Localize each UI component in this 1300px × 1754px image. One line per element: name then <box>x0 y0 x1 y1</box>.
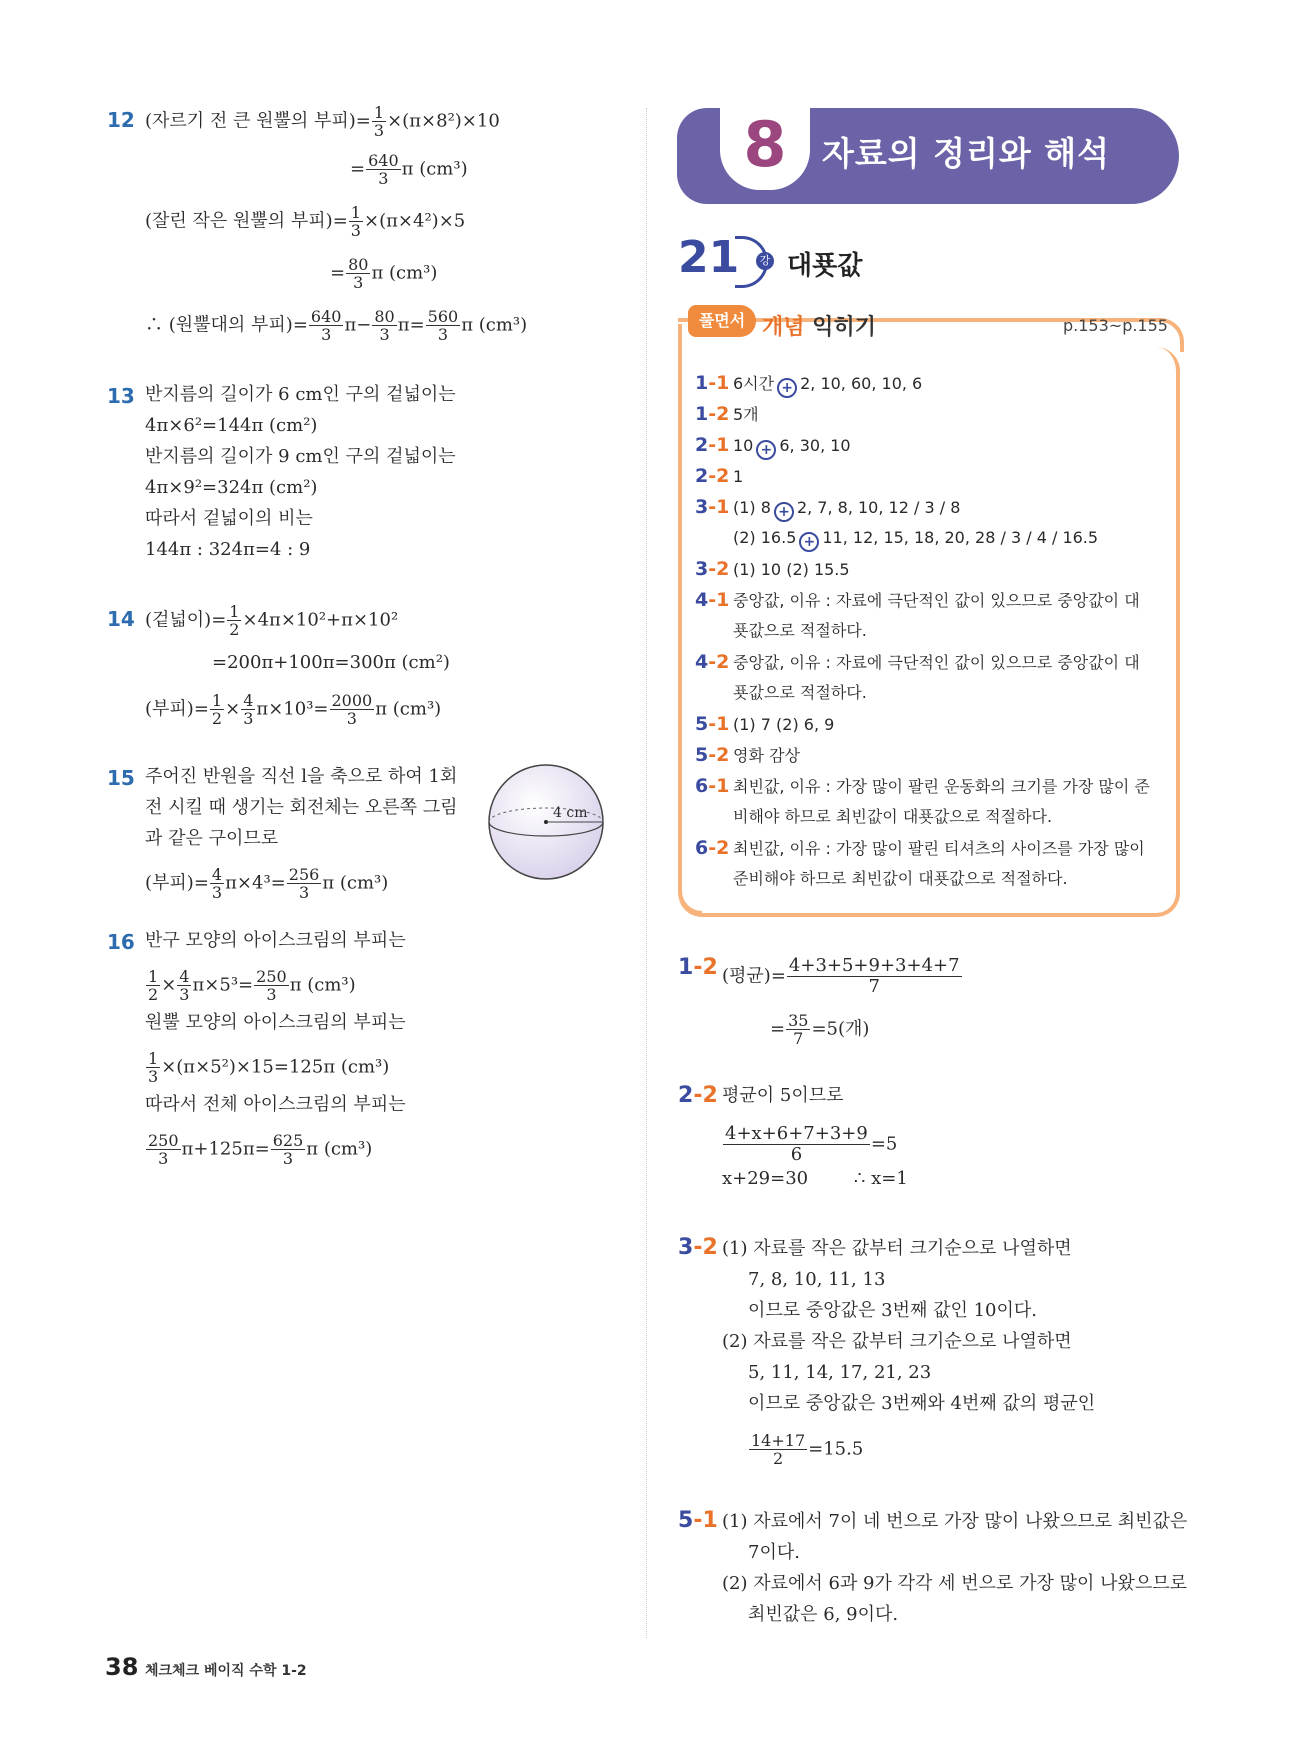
section-title: 개념 익히기 <box>762 315 876 340</box>
solution-line: (겉넓이)= $\frac{1}{2}$ ×4π×10²+π×10² <box>145 602 399 639</box>
solution-line: (1) 자료에서 7이 네 번으로 가장 많이 나왔으므로 최빈값은 <box>722 1511 1188 1532</box>
section-tag: 풀면서 <box>688 305 756 337</box>
solution-line: 평균이 5이므로 <box>722 1085 844 1106</box>
answer-text: 최빈값, 이유 : 가장 많이 팔린 티셔츠의 사이즈를 가장 많이 <box>733 839 1145 858</box>
plus-icon: + <box>799 532 819 552</box>
solution-line: (잘린 작은 원뿔의 부피)= $\frac{1}{3}$ ×(π×4²)×5 <box>145 203 466 240</box>
solution-line: ∴ (원뿔대의 부피)= $\frac{640}{3}$ π− $\frac{80}{3}$ π= $\frac{560}{3}$ π (cm³) <box>145 307 528 344</box>
answer-hint: 2, 10, 60, 10, 6 <box>800 374 923 393</box>
answer-row: 3-2 (1) 10 (2) 15.5 <box>695 558 850 580</box>
answer-text: 푯값으로 적절하다. <box>733 683 867 702</box>
book-title: 체크체크 베이직 수학 1-2 <box>145 1663 307 1679</box>
answer-text: 준비해야 하므로 최빈값이 대푯값으로 적절하다. <box>733 869 1068 888</box>
sphere-radius-label: 4 cm <box>553 805 588 821</box>
solution-line: 7, 8, 10, 11, 13 <box>748 1269 886 1290</box>
answer-row: 2-2 1 <box>695 465 744 487</box>
solution-line: 이므로 중앙값은 3번째와 4번째 값의 평균인 <box>748 1393 1096 1414</box>
solution-line: 원뿔 모양의 아이스크림의 부피는 <box>145 1012 406 1033</box>
answer-row <box>695 864 1068 894</box>
solution-line: (부피)= $\frac{1}{2}$ × $\frac{4}{3}$ π×10³= $\frac{2000}{3}$ π (cm³) <box>145 691 442 728</box>
solution-line: 4π×9²=324π (cm²) <box>145 477 318 498</box>
solution-key: 2-2 <box>678 1083 718 1108</box>
answer-row <box>695 678 867 708</box>
solution-line: $\frac{14+17}{2}$ =15.5 <box>751 1431 864 1468</box>
solution-line: = $\frac{640}{3}$ π (cm³) <box>350 151 468 188</box>
answer-key: 4 <box>695 589 709 611</box>
answer-key: 6 <box>695 837 709 859</box>
answer-text: (1) 7 (2) 6, 9 <box>733 715 835 734</box>
page-number: 38 <box>105 1653 139 1681</box>
solution-line: =200π+100π=300π (cm²) <box>212 652 450 673</box>
problem-number: 14 <box>107 607 135 631</box>
plus-icon: + <box>777 378 797 398</box>
lesson-number: 21 <box>678 232 740 283</box>
lesson-badge: 강 <box>756 252 774 270</box>
solution-line: (부피)= $\frac{4}{3}$ π×4³= $\frac{256}{3}$ π (cm³) <box>145 865 389 902</box>
solution-line: 5, 11, 14, 17, 21, 23 <box>748 1362 932 1383</box>
solution-line: = $\frac{35}{7}$ =5(개) <box>770 1011 870 1048</box>
solution-line: = $\frac{80}{3}$ π (cm³) <box>330 255 438 292</box>
solution-line: 주어진 반원을 직선 l을 축으로 하여 1회 <box>145 766 458 787</box>
solution-line: 최빈값은 6, 9이다. <box>748 1604 899 1625</box>
solution-line: $\frac{4+x+6+7+3+9}{6}$ =5 <box>725 1123 898 1165</box>
solution-line: (평균)= $\frac{4+3+5+9+3+4+7}{7}$ <box>722 955 960 997</box>
answer-key: 6 <box>695 775 709 797</box>
answer-key: 5 <box>695 713 709 735</box>
solution-key: 1-2 <box>678 955 718 980</box>
answer-text: 5개 <box>733 405 759 424</box>
solution-line: 이므로 중앙값은 3번째 값인 10이다. <box>748 1300 1038 1321</box>
solution-line: 144π : 324π=4 : 9 <box>145 539 311 560</box>
solution-line: x+29=30 ∴ x=1 <box>722 1168 908 1189</box>
lesson-title: 대푯값 <box>787 251 863 281</box>
answer-text: 중앙값, 이유 : 자료에 극단적인 값이 있으므로 중앙값이 대 <box>733 591 1140 610</box>
answer-row: 6-1 최빈값, 이유 : 가장 많이 팔린 운동화의 크기를 가장 많이 준 <box>695 775 1150 797</box>
plus-icon: + <box>774 502 794 522</box>
solution-line: 전 시킬 때 생기는 회전체는 오른쪽 그림 <box>145 797 458 818</box>
solution-line: (2) 자료에서 6과 9가 각각 세 번으로 가장 많이 나왔으므로 <box>722 1573 1188 1594</box>
answer-row: 1-1 6시간 + 2, 10, 60, 10, 6 <box>695 372 923 396</box>
answer-key: 4 <box>695 651 709 673</box>
answer-row: 5-2 영화 감상 <box>695 744 800 766</box>
solution-line: (2) 자료를 작은 값부터 크기순으로 나열하면 <box>722 1331 1072 1352</box>
solution-line: 4π×6²=144π (cm²) <box>145 415 318 436</box>
answer-text: (1) 8 <box>733 498 771 517</box>
answer-text: 비해야 하므로 최빈값이 대푯값으로 적절하다. <box>733 807 1053 826</box>
solution-line: 반지름의 길이가 9 cm인 구의 겉넓이는 <box>145 446 456 467</box>
answer-text: 푯값으로 적절하다. <box>733 621 867 640</box>
answer-key: 1 <box>695 372 709 394</box>
plus-icon: + <box>756 440 776 460</box>
solution-line: 반지름의 길이가 6 cm인 구의 겉넓이는 <box>145 384 456 405</box>
answer-row: 3-1 (1) 8 + 2, 7, 8, 10, 12 / 3 / 8 <box>695 496 961 520</box>
answer-row: 2-1 10 + 6, 30, 10 <box>695 434 851 458</box>
answer-text: 중앙값, 이유 : 자료에 극단적인 값이 있으므로 중앙값이 대 <box>733 653 1140 672</box>
solution-line: (자르기 전 큰 원뿔의 부피)= $\frac{1}{3}$ ×(π×8²)×10 <box>145 103 500 140</box>
answer-hint: 6, 30, 10 <box>779 436 851 455</box>
solution-line: (1) 자료를 작은 값부터 크기순으로 나열하면 <box>722 1238 1072 1259</box>
answer-text: 10 <box>733 436 754 455</box>
answer-text: 영화 감상 <box>733 746 800 765</box>
answer-row: 6-2 최빈값, 이유 : 가장 많이 팔린 티셔츠의 사이즈를 가장 많이 <box>695 837 1145 859</box>
answer-row <box>695 802 1052 832</box>
answer-text: 최빈값, 이유 : 가장 많이 팔린 운동화의 크기를 가장 많이 준 <box>733 777 1150 796</box>
answer-row: 4-1 중앙값, 이유 : 자료에 극단적인 값이 있으므로 중앙값이 대 <box>695 589 1140 611</box>
solution-line: $\frac{250}{3}$ π+125π= $\frac{625}{3}$ π (cm³) <box>148 1131 373 1168</box>
answer-key: 3 <box>695 496 709 518</box>
answer-text: (2) 16.5 <box>733 528 797 547</box>
answer-text: 1 <box>733 467 744 486</box>
solution-line: 7이다. <box>748 1542 800 1563</box>
answer-key: 2 <box>695 465 709 487</box>
column-divider <box>646 108 648 1638</box>
chapter-number: 8 <box>720 95 810 190</box>
problem-number: 13 <box>107 384 135 408</box>
answer-row <box>695 616 867 646</box>
solution-line: $\frac{1}{2}$ × $\frac{4}{3}$ π×5³= $\frac{250}{3}$ π (cm³) <box>148 967 356 1004</box>
solution-key: 5-1 <box>678 1508 718 1533</box>
answer-key: 2 <box>695 434 709 456</box>
answer-key: 5 <box>695 744 709 766</box>
chapter-title: 자료의 정리와 해석 <box>822 134 1111 173</box>
answer-row: 5-1 (1) 7 (2) 6, 9 <box>695 713 835 735</box>
solution-line: 반구 모양의 아이스크림의 부피는 <box>145 930 406 951</box>
solution-line: $\frac{1}{3}$ ×(π×5²)×15=125π (cm³) <box>148 1049 390 1086</box>
answer-text: (1) 10 (2) 15.5 <box>733 560 850 579</box>
answer-hint: 11, 12, 15, 18, 20, 28 / 3 / 4 / 16.5 <box>822 528 1099 547</box>
solution-line: 따라서 전체 아이스크림의 부피는 <box>145 1094 406 1115</box>
page-reference: p.153~p.155 <box>1063 316 1168 335</box>
solution-line: 과 같은 구이므로 <box>145 828 279 849</box>
problem-number: 16 <box>107 930 135 954</box>
answer-text: 6시간 <box>733 374 775 393</box>
answer-hint: 2, 7, 8, 10, 12 / 3 / 8 <box>796 498 961 517</box>
solution-key: 3-2 <box>678 1235 718 1260</box>
problem-number: 12 <box>107 108 135 132</box>
problem-number: 15 <box>107 766 135 790</box>
answer-row: 1-2 5개 <box>695 403 759 425</box>
answer-row <box>695 523 1098 553</box>
answer-key: 3 <box>695 558 709 580</box>
answer-key: 1 <box>695 403 709 425</box>
answer-row: 4-2 중앙값, 이유 : 자료에 극단적인 값이 있으므로 중앙값이 대 <box>695 651 1140 673</box>
solution-line: 따라서 겉넓이의 비는 <box>145 508 313 529</box>
